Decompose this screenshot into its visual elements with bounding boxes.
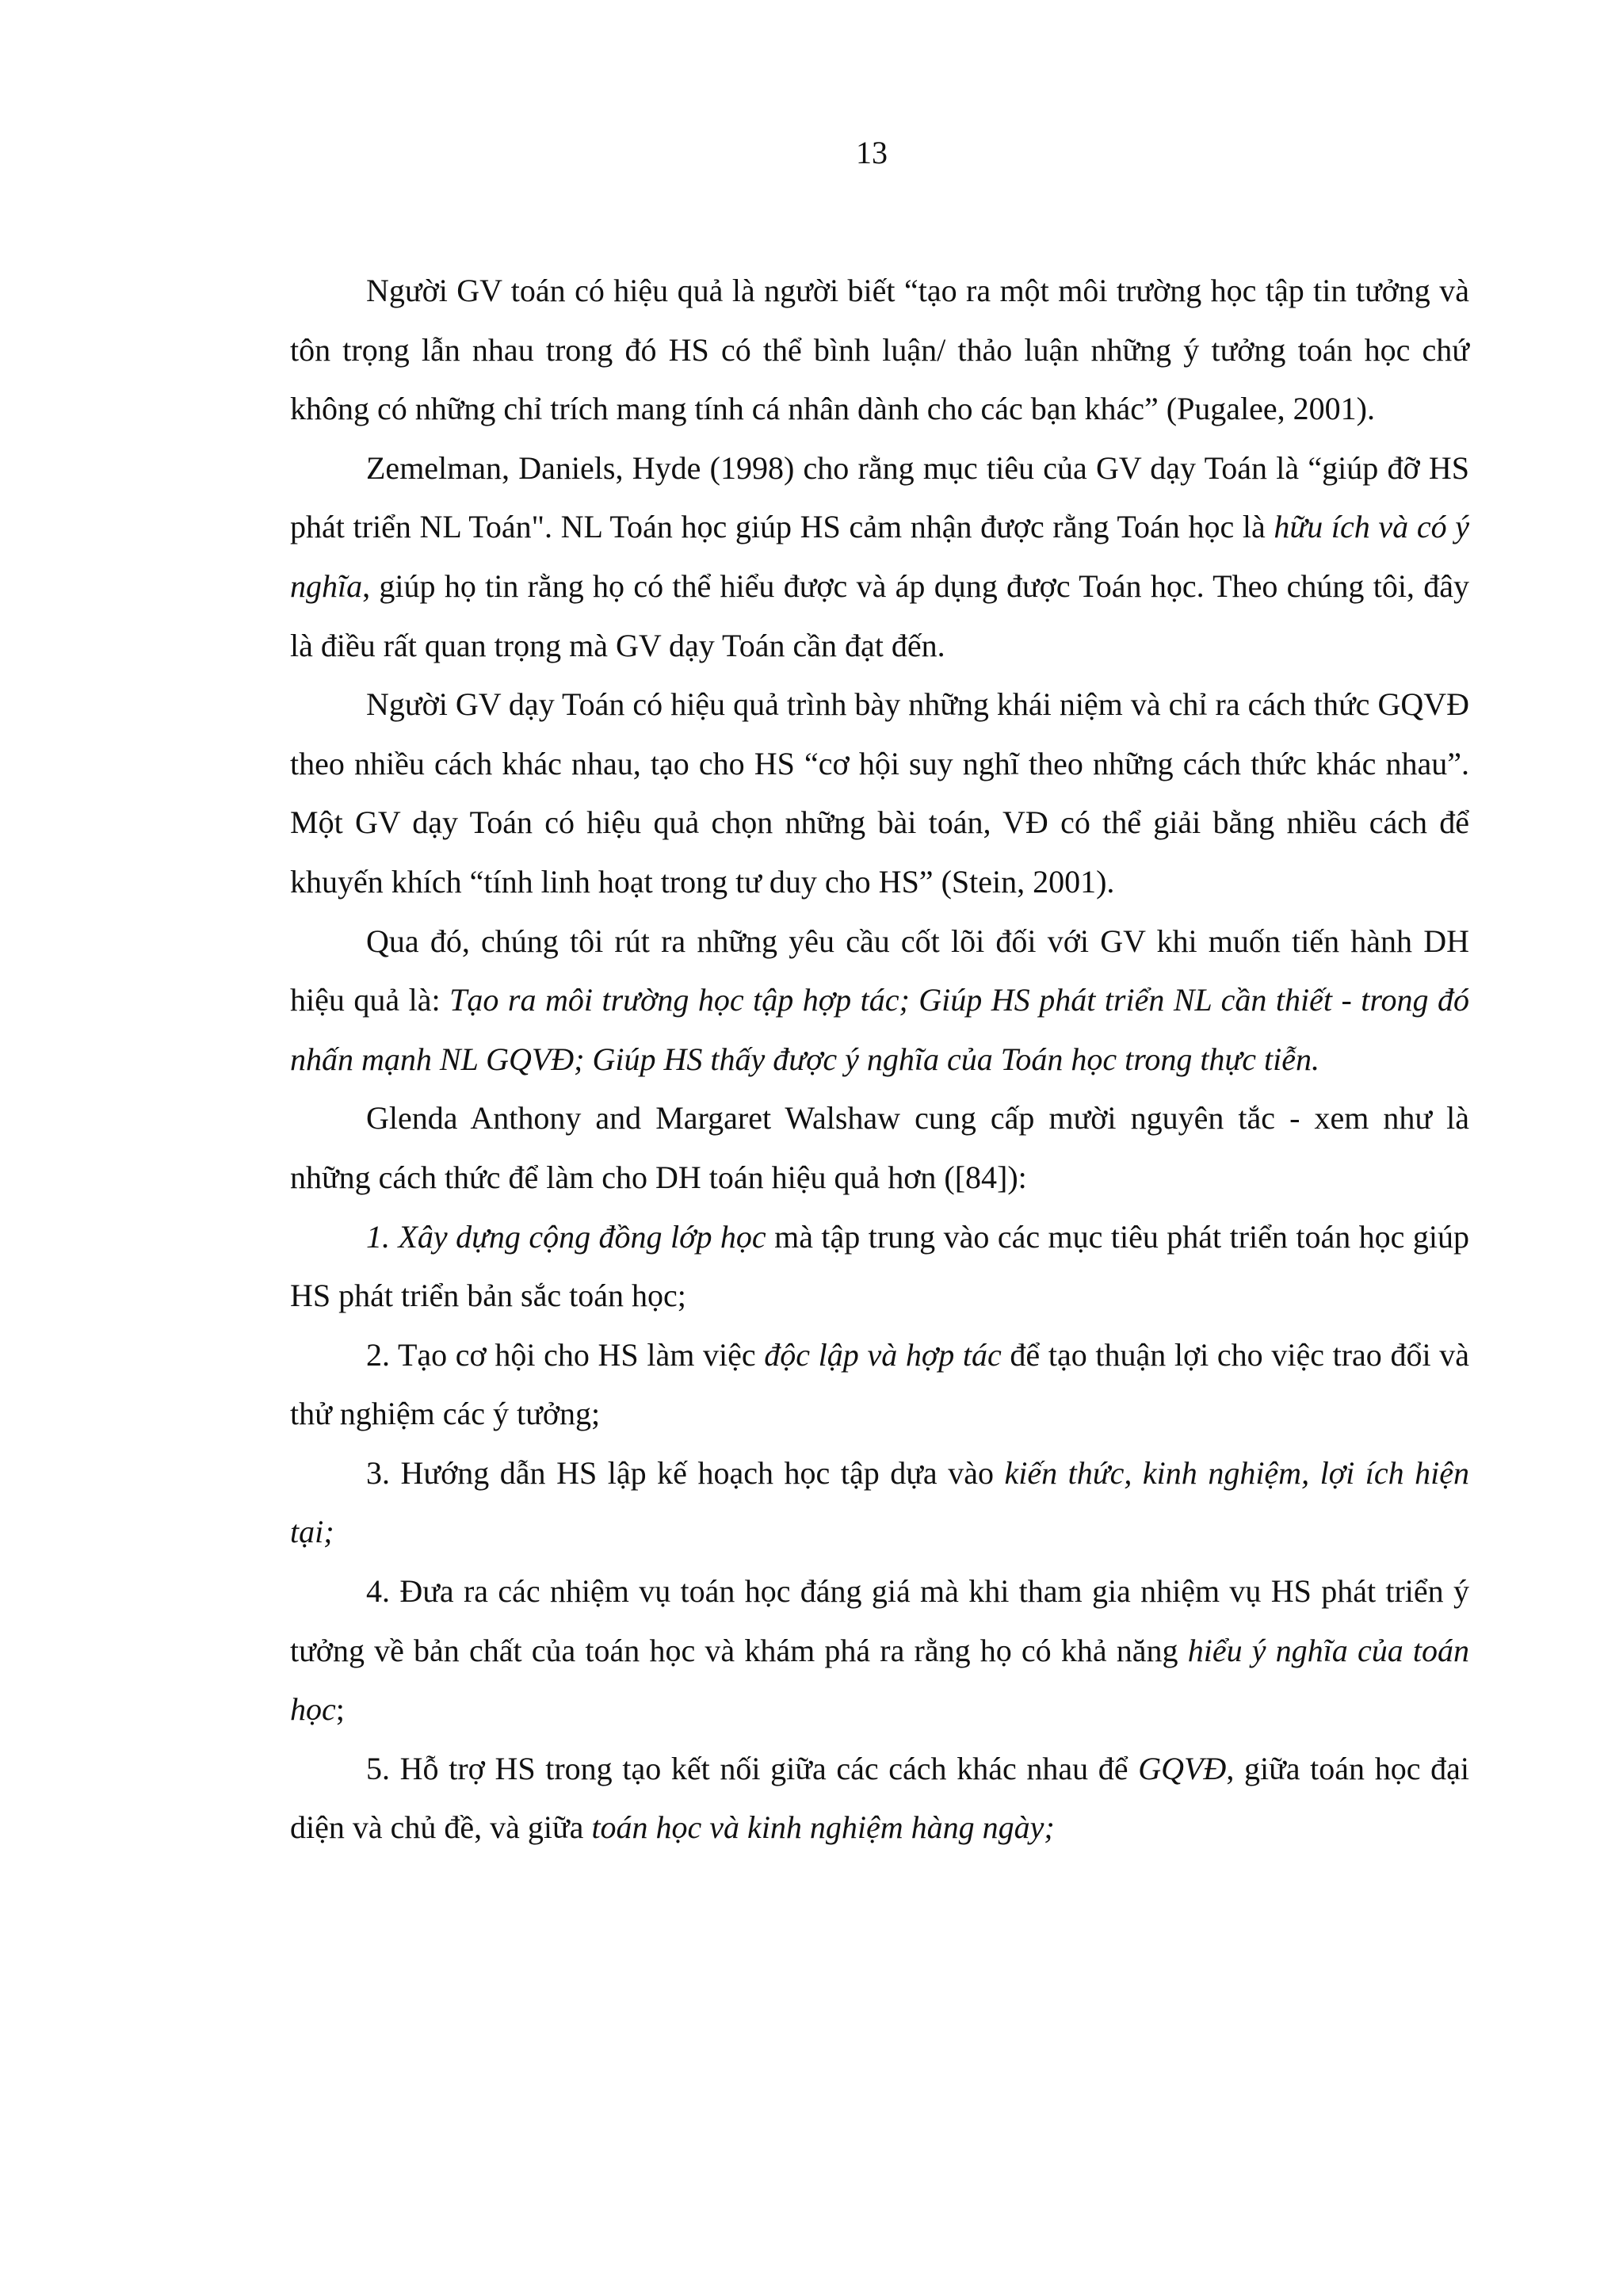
paragraph [290,912,1469,1090]
paragraph [290,1089,1469,1207]
text-run: Người GV dạy Toán có hiệu quả trình bày những khái niệm và chỉ ra cách thức GQVĐ theo nhiều cách khác nhau, tạo cho HS “cơ hội suy nghĩ theo những cách thức khác nhau”. Một GV dạy Toán có hiệu quả chọn những bài toán, VĐ có thể giải bằng nhiều cách để khuyến khích “tính linh hoạt trong tư duy cho HS” (Stein, 2001). [290,686,1469,900]
text-run: Người GV toán có hiệu quả là người biết “tạo ra một môi trường học tập tin tưởng và tôn trọng lẫn nhau trong đó HS có thể bình luận/ thảo luận những ý tưởng toán học chứ không có những chỉ trích mang tính cá nhân dành cho các bạn khác” (Pugalee, 2001). [290,273,1469,427]
paragraph [290,1208,1469,1326]
text-run: Zemelman, Daniels, Hyde (1998) cho rằng mục tiêu của GV dạy Toán là “giúp đỡ HS phát triển NL Toán". NL Toán học giúp HS cảm nhận được rằng Toán học là [290,449,1469,545]
text-run: 2. Tạo cơ hội cho HS làm việc [366,1336,765,1373]
text-run: Qua đó, chúng tôi rút ra những yêu cầu cốt lõi đối với GV khi muốn tiến hành DH hiệu quả là: [290,923,1469,1018]
text-run: để tạo thuận lợi cho việc trao đổi và thử nghiệm các ý tưởng; [290,1336,1469,1432]
body-text [290,262,1469,1858]
paragraph [290,262,1469,439]
paragraph [290,1444,1469,1562]
italic-text: kiến thức, kinh nghiệm, lợi ích hiện tại; [290,1454,1470,1550]
italic-text: Tạo ra môi trường học tập hợp tác; Giúp HS phát triển NL cần thiết - trong đó nhấn mạnh NL GQVĐ; Giúp HS thấy được ý nghĩa của Toán học trong thực tiễn. [290,982,1469,1077]
italic-text: toán học và kinh nghiệm hàng ngày; [591,1809,1055,1846]
page-number: 13 [856,135,888,170]
text-run: mà tập trung vào các mục tiêu phát triển toán học giúp HS phát triển bản sắc toán học; [290,1218,1469,1314]
paragraph [290,1326,1469,1444]
italic-text: hữu ích và có ý nghĩa [290,509,1469,604]
text-run: ; [335,1691,345,1728]
text-run: Glenda Anthony and Margaret Walshaw cung cấp mười nguyên tắc - xem như là những cách thức để làm cho DH toán hiệu quả hơn ([84]): [290,1100,1469,1195]
text-run: , giữa toán học đại diện và chủ đề, và giữa [290,1750,1469,1846]
italic-text: độc lập và hợp tác [764,1336,1002,1373]
italic-text: 1. Xây dựng cộng đồng lớp học [366,1218,766,1255]
text-run: 3. Hướng dẫn HS lập kế hoạch học tập dựa vào [366,1454,1005,1491]
text-run: 5. Hỗ trợ HS trong tạo kết nối giữa các cách khác nhau để [366,1750,1139,1786]
paragraph [290,1740,1469,1858]
paragraph [290,1562,1469,1740]
text-run: , giúp họ tin rằng họ có thể hiểu được và áp dụng được Toán học. Theo chúng tôi, đây là điều rất quan trọng mà GV dạy Toán cần đạt đến. [290,567,1469,663]
paragraph [290,675,1469,911]
italic-text: GQVĐ [1138,1750,1227,1786]
text-run: 4. Đưa ra các nhiệm vụ toán học đáng giá mà khi tham gia nhiệm vụ HS phát triển ý tưởng về bản chất của toán học và khám phá ra rằng họ có khả năng [290,1573,1469,1668]
paragraph [290,439,1469,675]
italic-text: hiểu ý nghĩa của toán học [290,1632,1469,1728]
